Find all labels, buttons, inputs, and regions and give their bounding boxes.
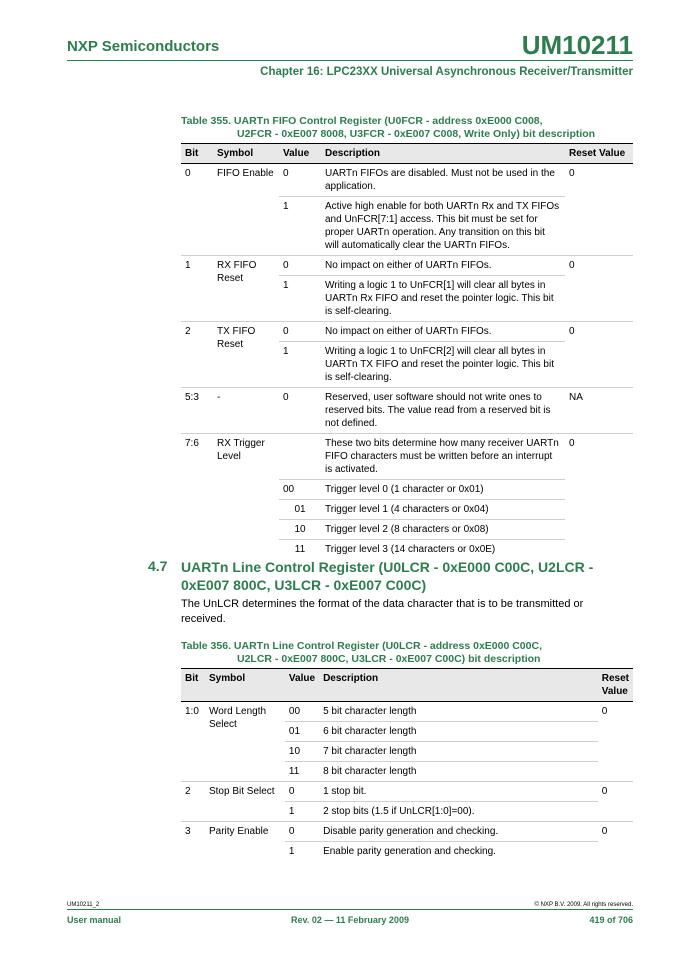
table-row	[181, 322, 633, 342]
table355	[181, 143, 633, 559]
col-header-description: Description	[321, 144, 565, 164]
value-cell: 1	[279, 197, 321, 256]
bit-cell: 1	[181, 256, 213, 322]
value-cell: 0	[285, 822, 319, 842]
value-cell: 0	[279, 388, 321, 434]
table-row	[181, 822, 633, 842]
symbol-cell: Word Length Select	[205, 702, 285, 782]
value-cell: 00	[279, 480, 321, 500]
description-cell: Active high enable for both UARTn Rx and TX FIFOs and UnFCR[7:1] access. This bit must be set for proper UARTn operation. Any transition on this bit will automatically clear the UARTn FIFOs.	[321, 197, 565, 256]
table-row	[181, 782, 633, 802]
description-cell: 8 bit character length	[319, 762, 598, 782]
footer-copyright: © NXP B.V. 2009. All rights reserved.	[534, 902, 633, 908]
reset-cell: 0	[601, 826, 608, 837]
value-cell: 11	[294, 544, 306, 555]
reset-cell: 0	[598, 782, 633, 822]
description-cell: No impact on either of UARTn FIFOs.	[321, 256, 565, 276]
symbol-cell: Stop Bit Select	[205, 782, 285, 822]
table355-caption-line1: Table 355. UARTn FIFO Control Register (U0FCR - address 0xE000 C008,	[181, 115, 543, 127]
description-cell: Writing a logic 1 to UnFCR[1] will clear all bytes in UARTn Rx FIFO and reset the pointer logic. This bit is self-clearing.	[321, 276, 565, 322]
description-cell: Reserved, user software should not write ones to reserved bits. The value read from a reserved bit is not defined.	[321, 388, 565, 434]
footer-page-number: 419 of 706	[589, 915, 633, 925]
symbol-cell: -	[213, 388, 279, 434]
table-row	[181, 702, 633, 722]
col-header-symbol: Symbol	[205, 669, 285, 702]
table-header-row	[181, 144, 633, 164]
footer-revision: Rev. 02 — 11 February 2009	[291, 915, 409, 925]
table356-caption-line2: U2LCR - 0xE007 800C, U3LCR - 0xE007 C00C) bit description	[237, 653, 541, 665]
table355-caption	[181, 115, 595, 141]
table-row	[181, 164, 633, 197]
value-cell: 1	[285, 802, 319, 822]
bit-cell: 7:6	[185, 438, 199, 449]
table356	[181, 668, 633, 861]
description-cell: Writing a logic 1 to UnFCR[2] will clear all bytes in UARTn TX FIFO and reset the pointer logic. This bit is self-clearing.	[321, 342, 565, 388]
col-header-bit: Bit	[181, 669, 205, 702]
value-cell: 01	[279, 500, 321, 520]
description-cell: Trigger level 2 (8 characters or 0x08)	[321, 520, 565, 540]
bit-cell: 5:3	[181, 388, 213, 434]
description-cell: No impact on either of UARTn FIFOs.	[321, 322, 565, 342]
bit-cell: 2	[181, 782, 205, 822]
value-cell: 1	[288, 846, 295, 857]
bit-cell: 2	[181, 322, 213, 388]
description-cell: 7 bit character length	[319, 742, 598, 762]
value-cell: 0	[279, 322, 321, 342]
symbol-cell: RX Trigger Level	[217, 438, 265, 462]
description-cell: These two bits determine how many receiver UARTn FIFO characters must be written before an interrupt is activated.	[321, 434, 565, 480]
description-cell: Trigger level 0 (1 character or 0x01)	[321, 480, 565, 500]
header-divider	[67, 60, 633, 61]
bit-cell: 1:0	[181, 702, 205, 782]
table-row	[181, 388, 633, 434]
col-header-reset: Reset Value	[598, 669, 633, 702]
document-id: UM10211	[521, 30, 633, 60]
symbol-cell: RX FIFO Reset	[213, 256, 279, 322]
symbol-cell: Parity Enable	[208, 826, 269, 837]
symbol-cell: FIFO Enable	[213, 164, 279, 256]
reset-cell: 0	[565, 322, 633, 388]
table-row	[181, 434, 633, 480]
company-name: NXP Semiconductors	[67, 38, 220, 55]
table-row	[181, 256, 633, 276]
col-header-description: Description	[319, 669, 598, 702]
col-header-bit: Bit	[181, 144, 213, 164]
col-header-reset: Reset Value	[565, 144, 633, 164]
section-title: UARTn Line Control Register (U0LCR - 0xE000 C00C, U2LCR - 0xE007 800C, U3LCR - 0xE007 C00C)	[181, 559, 594, 593]
value-cell: 0	[279, 256, 321, 276]
reset-cell: 0	[565, 256, 633, 322]
table356-caption	[181, 640, 542, 666]
chapter-title: Chapter 16: LPC23XX Universal Asynchronous Receiver/Transmitter	[260, 66, 633, 78]
bit-cell: 0	[181, 164, 213, 256]
footer-doc-code: UM10211_2	[67, 902, 100, 908]
table355-caption-line2: U2FCR - 0xE007 8008, U3FCR - 0xE007 C008, Write Only) bit description	[237, 128, 596, 140]
section-body: The UnLCR determines the format of the data character that is to be transmitted or received.	[181, 598, 584, 625]
footer-divider	[67, 909, 633, 910]
section-number: 4.7	[148, 558, 168, 574]
value-cell: 11	[285, 762, 319, 782]
description-cell: Trigger level 1 (4 characters or 0x04)	[321, 500, 565, 520]
col-header-symbol: Symbol	[213, 144, 279, 164]
bit-cell: 3	[185, 826, 191, 837]
value-cell: 10	[285, 742, 319, 762]
description-cell: 6 bit character length	[319, 722, 598, 742]
table-header-row	[181, 669, 633, 702]
value-cell: 0	[285, 782, 319, 802]
symbol-cell: TX FIFO Reset	[213, 322, 279, 388]
reset-cell: 0	[569, 438, 575, 449]
value-cell: 01	[285, 722, 319, 742]
reset-cell: 0	[565, 164, 633, 256]
col-header-value: Value	[279, 144, 321, 164]
value-cell: 00	[285, 702, 319, 722]
value-cell: 10	[279, 520, 321, 540]
description-cell: 1 stop bit.	[319, 782, 598, 802]
footer-doc-type: User manual	[67, 915, 122, 925]
value-cell	[279, 434, 321, 480]
col-header-value: Value	[285, 669, 319, 702]
reset-cell: 0	[598, 702, 633, 782]
description-cell: Disable parity generation and checking.	[319, 822, 598, 842]
value-cell: 1	[279, 342, 321, 388]
value-cell: 1	[279, 276, 321, 322]
value-cell: 0	[279, 164, 321, 197]
table356-caption-line1: Table 356. UARTn Line Control Register (U0LCR - address 0xE000 C00C,	[181, 640, 542, 652]
description-cell: 2 stop bits (1.5 if UnLCR[1:0]=00).	[319, 802, 598, 822]
description-cell: 5 bit character length	[319, 702, 598, 722]
reset-cell: NA	[565, 388, 633, 434]
description-cell: Enable parity generation and checking.	[323, 846, 496, 857]
description-cell: Trigger level 3 (14 characters or 0x0E)	[325, 544, 496, 555]
description-cell: UARTn FIFOs are disabled. Must not be used in the application.	[321, 164, 565, 197]
